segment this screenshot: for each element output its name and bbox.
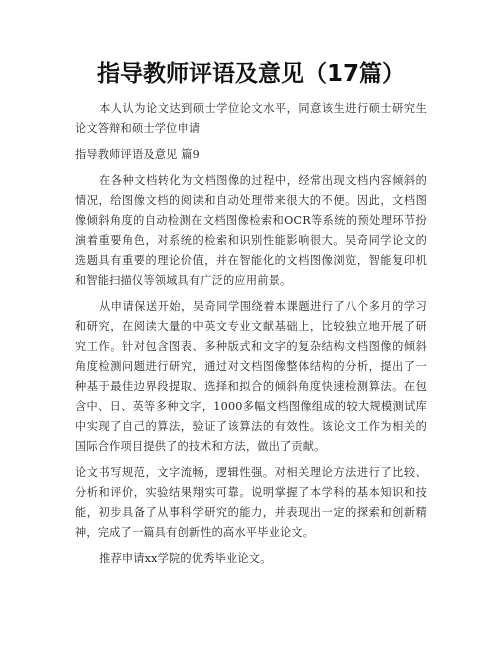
section-heading: 指导教师评语及意见 篇9 bbox=[75, 148, 200, 161]
paragraph-research: 从申请保送开始，吴奇同学围绕着本课题进行了八个多月的学习和研究，在阅读大量的中英文专业文献基础上，比较独立地开展了研究工作。针对包含图表、多种版式和文字的复杂结构文档图像的倾斜角度检测问题进行研究，通过对文档图像整体结构的分析，提出了一种基于最佳边界段提取、选择和拟合的倾斜角度快速检测算法。在包含中、日、英等多种文字，1000多幅文档图像组成的较大规模测试库中实现了自己的算法，验证了该算法的有效性。该论文工作为相关的国际合作项目提供了的技术和方法，做出了贡献。 bbox=[75, 300, 427, 453]
document-title: 指导教师评语及意见（17篇） bbox=[96, 61, 405, 87]
document-body bbox=[75, 99, 427, 575]
paragraph-evaluation: 论文书写规范，文字流畅，逻辑性强。对相关理论方法进行了比较、分析和评价，实验结果翔实可靠。说明掌握了本学科的基本知识和技能，初步具备了从事科学研究的能力，并表现出一定的探索和创新精神，完成了一篇具有创新性的高水平毕业论文。 bbox=[75, 466, 427, 539]
paragraph-approval: 本人认为论文达到硕士学位论文水平，同意该生进行硕士研究生论文答辩和硕士学位申请 bbox=[75, 102, 427, 135]
paragraph-background: 在各种文档转化为文档图像的过程中，经常出现文档内容倾斜的情况，给图像文档的阅读和自动处理带来很大的不便。因此，文档图像倾斜角度的自动检测在文档图像检索和OCR等系统的预处理环节扮演着重要角色，对系统的检索和识别性能影响很大。吴奇同学论文的选题具有重要的理论价值，并在智能化的文档图像浏览，智能复印机和智能扫描仪等领域具有广泛的应用前景。 bbox=[75, 174, 427, 287]
paragraph-recommendation: 推荐申请xx学院的优秀毕业论文。 bbox=[99, 552, 272, 565]
